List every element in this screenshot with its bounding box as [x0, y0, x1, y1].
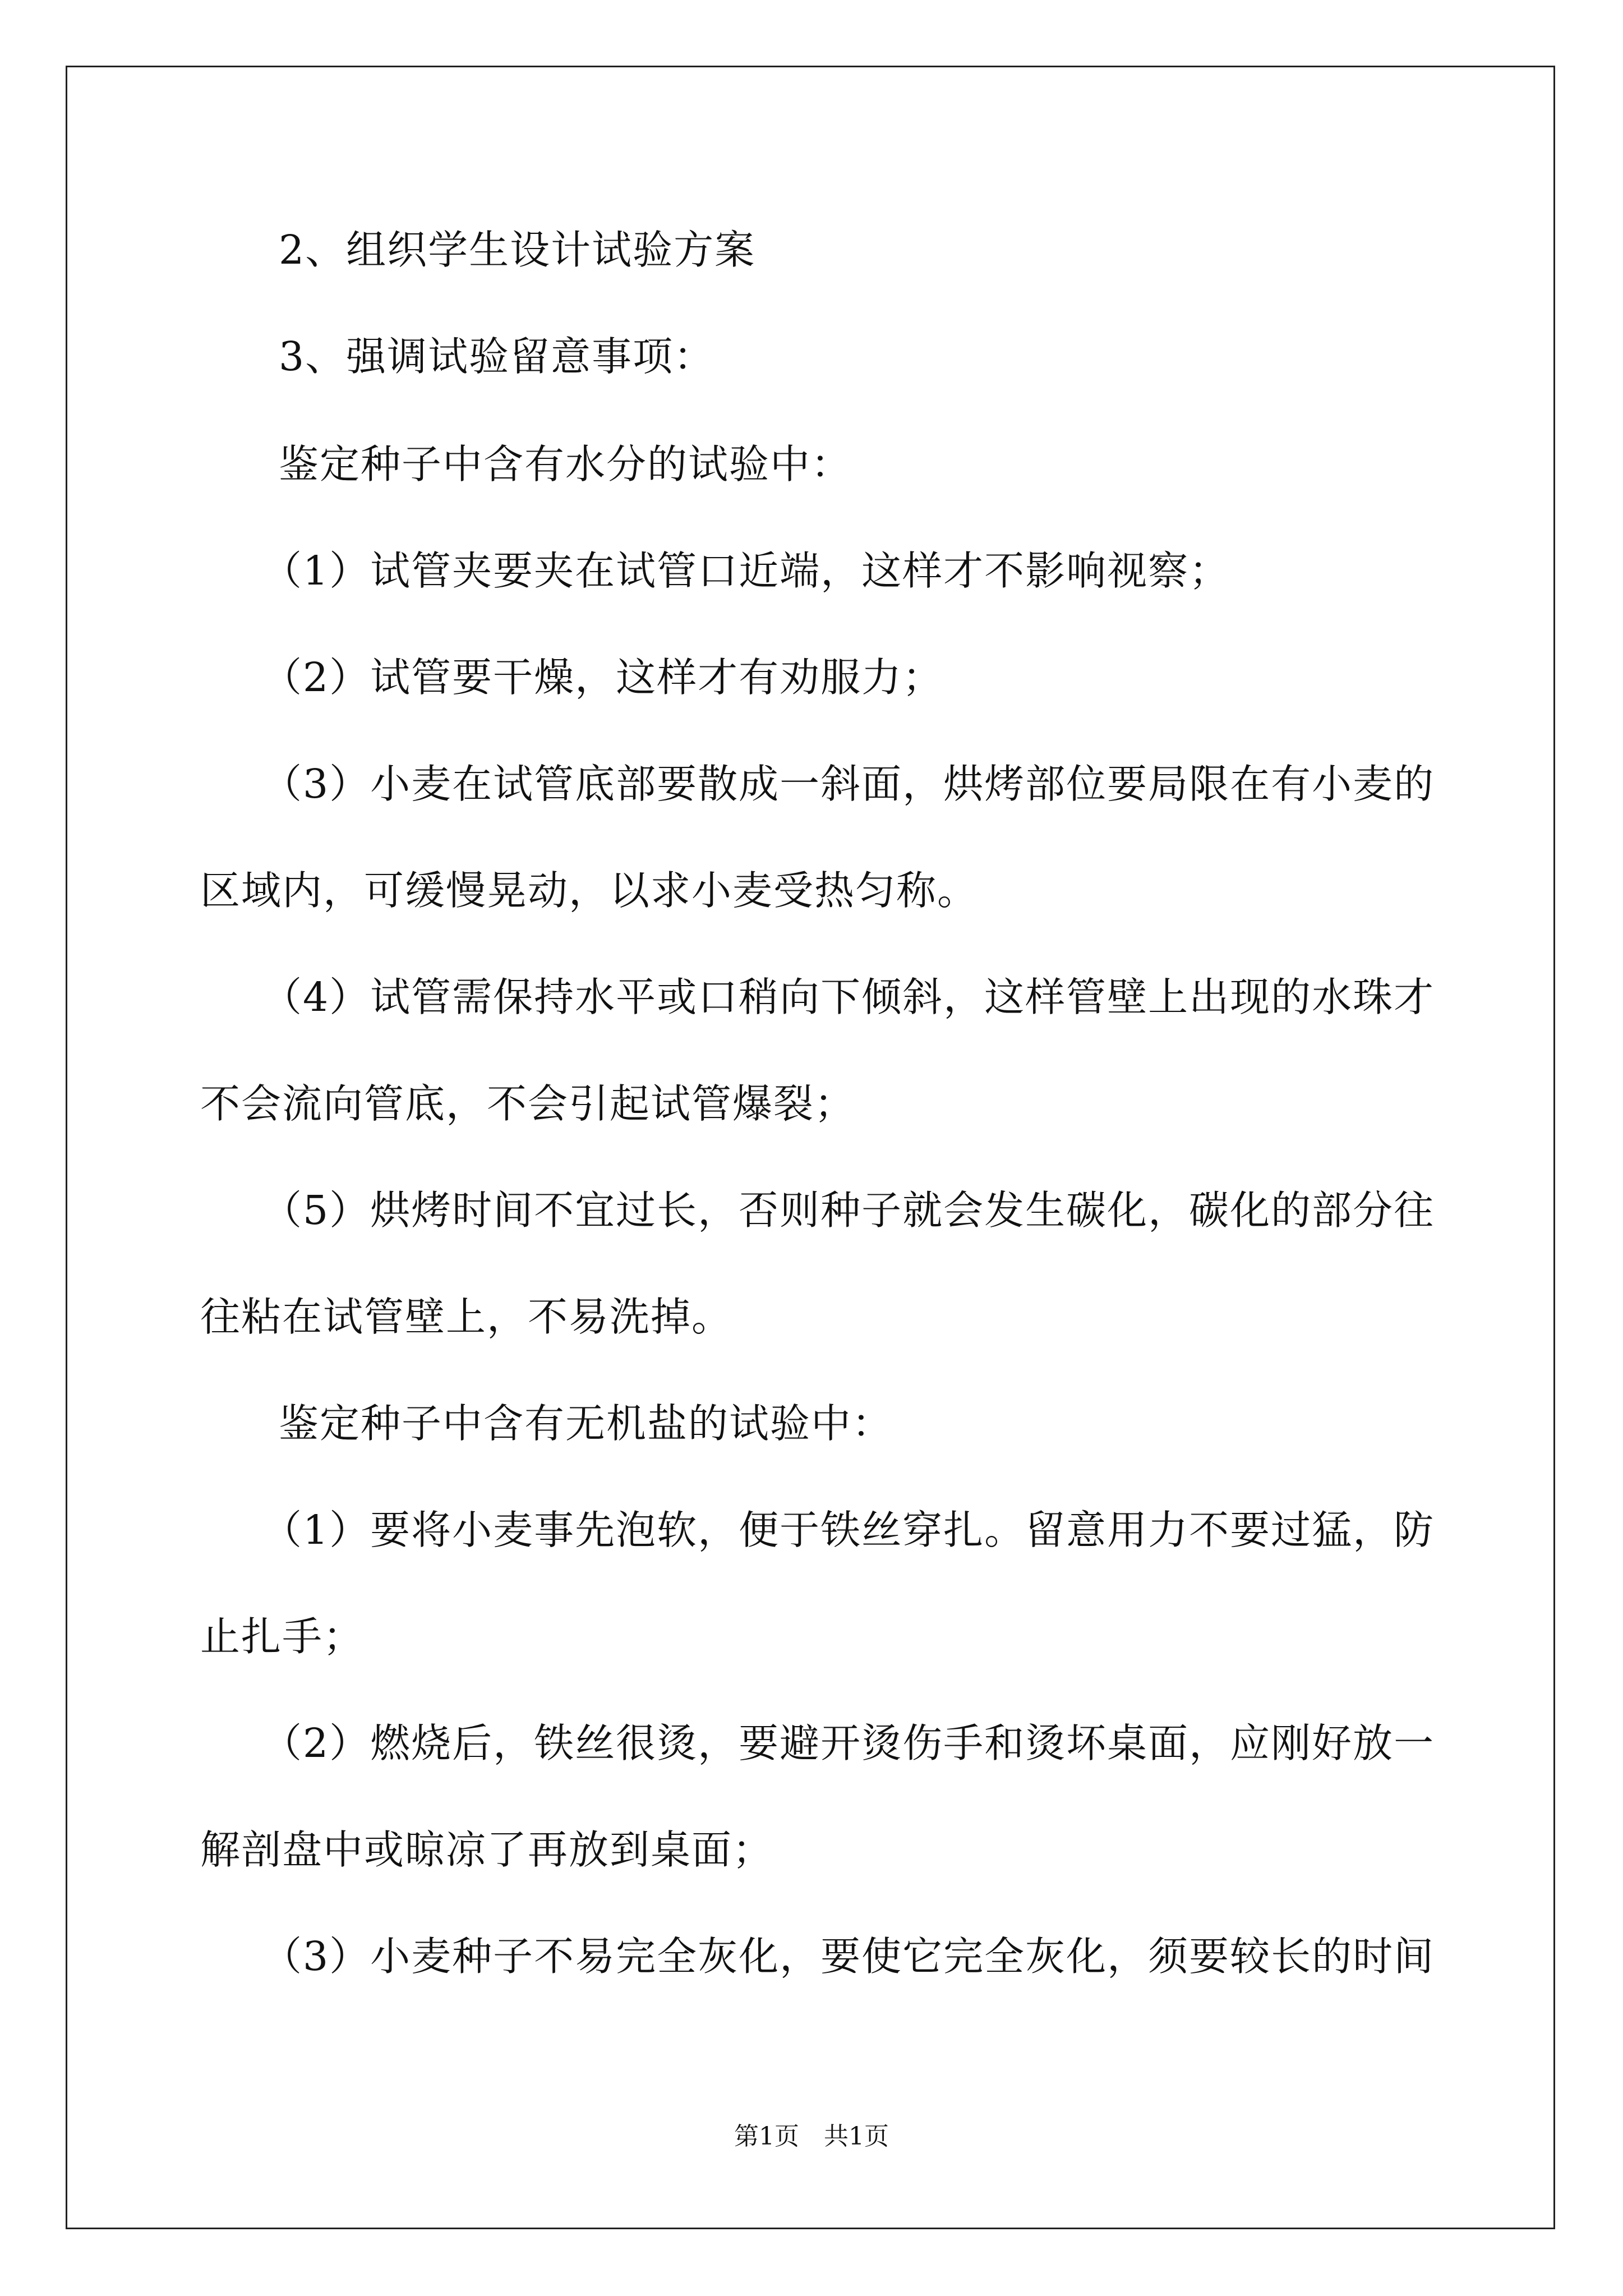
text-line-4: （1）试管夹要夹在试管口近端，这样才不影响视察；: [262, 547, 1230, 594]
text-line-7: 区域内，可缓慢晃动，以求小麦受热匀称。: [200, 867, 979, 914]
text-line-11: 往粘在试管壁上，不易洗掉。: [200, 1294, 733, 1340]
text-line-1: 2、组织学生设计试验方案: [279, 227, 756, 273]
text-line-17: （3）小麦种子不易完全灰化，要使它完全灰化，须要较长的时间: [262, 1933, 1435, 1980]
text-line-15: （2）燃烧后，铁丝很烫，要避开烫伤手和烫坏桌面，应刚好放一: [262, 1720, 1435, 1766]
page-border: [66, 66, 1555, 2229]
text-line-2: 3、强调试验留意事项：: [279, 333, 715, 380]
page-number-footer: 第1页 共1页: [734, 2122, 889, 2151]
text-line-10: （5）烘烤时间不宜过长，否则种子就会发生碳化，碳化的部分往: [262, 1187, 1435, 1234]
text-line-13: （1）要将小麦事先泡软，便于铁丝穿扎。留意用力不要过猛，防: [262, 1507, 1435, 1553]
text-line-3: 鉴定种子中含有水分的试验中：: [279, 441, 852, 487]
text-line-9: 不会流向管底，不会引起试管爆裂；: [200, 1080, 856, 1127]
text-line-5: （2）试管要干燥，这样才有劝服力；: [262, 654, 944, 701]
text-line-6: （3）小麦在试管底部要散成一斜面，烘烤部位要局限在有小麦的: [262, 761, 1435, 807]
text-line-8: （4）试管需保持水平或口稍向下倾斜，这样管壁上出现的水珠才: [262, 974, 1435, 1020]
text-line-12: 鉴定种子中含有无机盐的试验中：: [279, 1400, 893, 1447]
text-line-14: 止扎手；: [200, 1613, 365, 1660]
text-line-16: 解剖盘中或晾凉了再放到桌面；: [200, 1826, 774, 1873]
